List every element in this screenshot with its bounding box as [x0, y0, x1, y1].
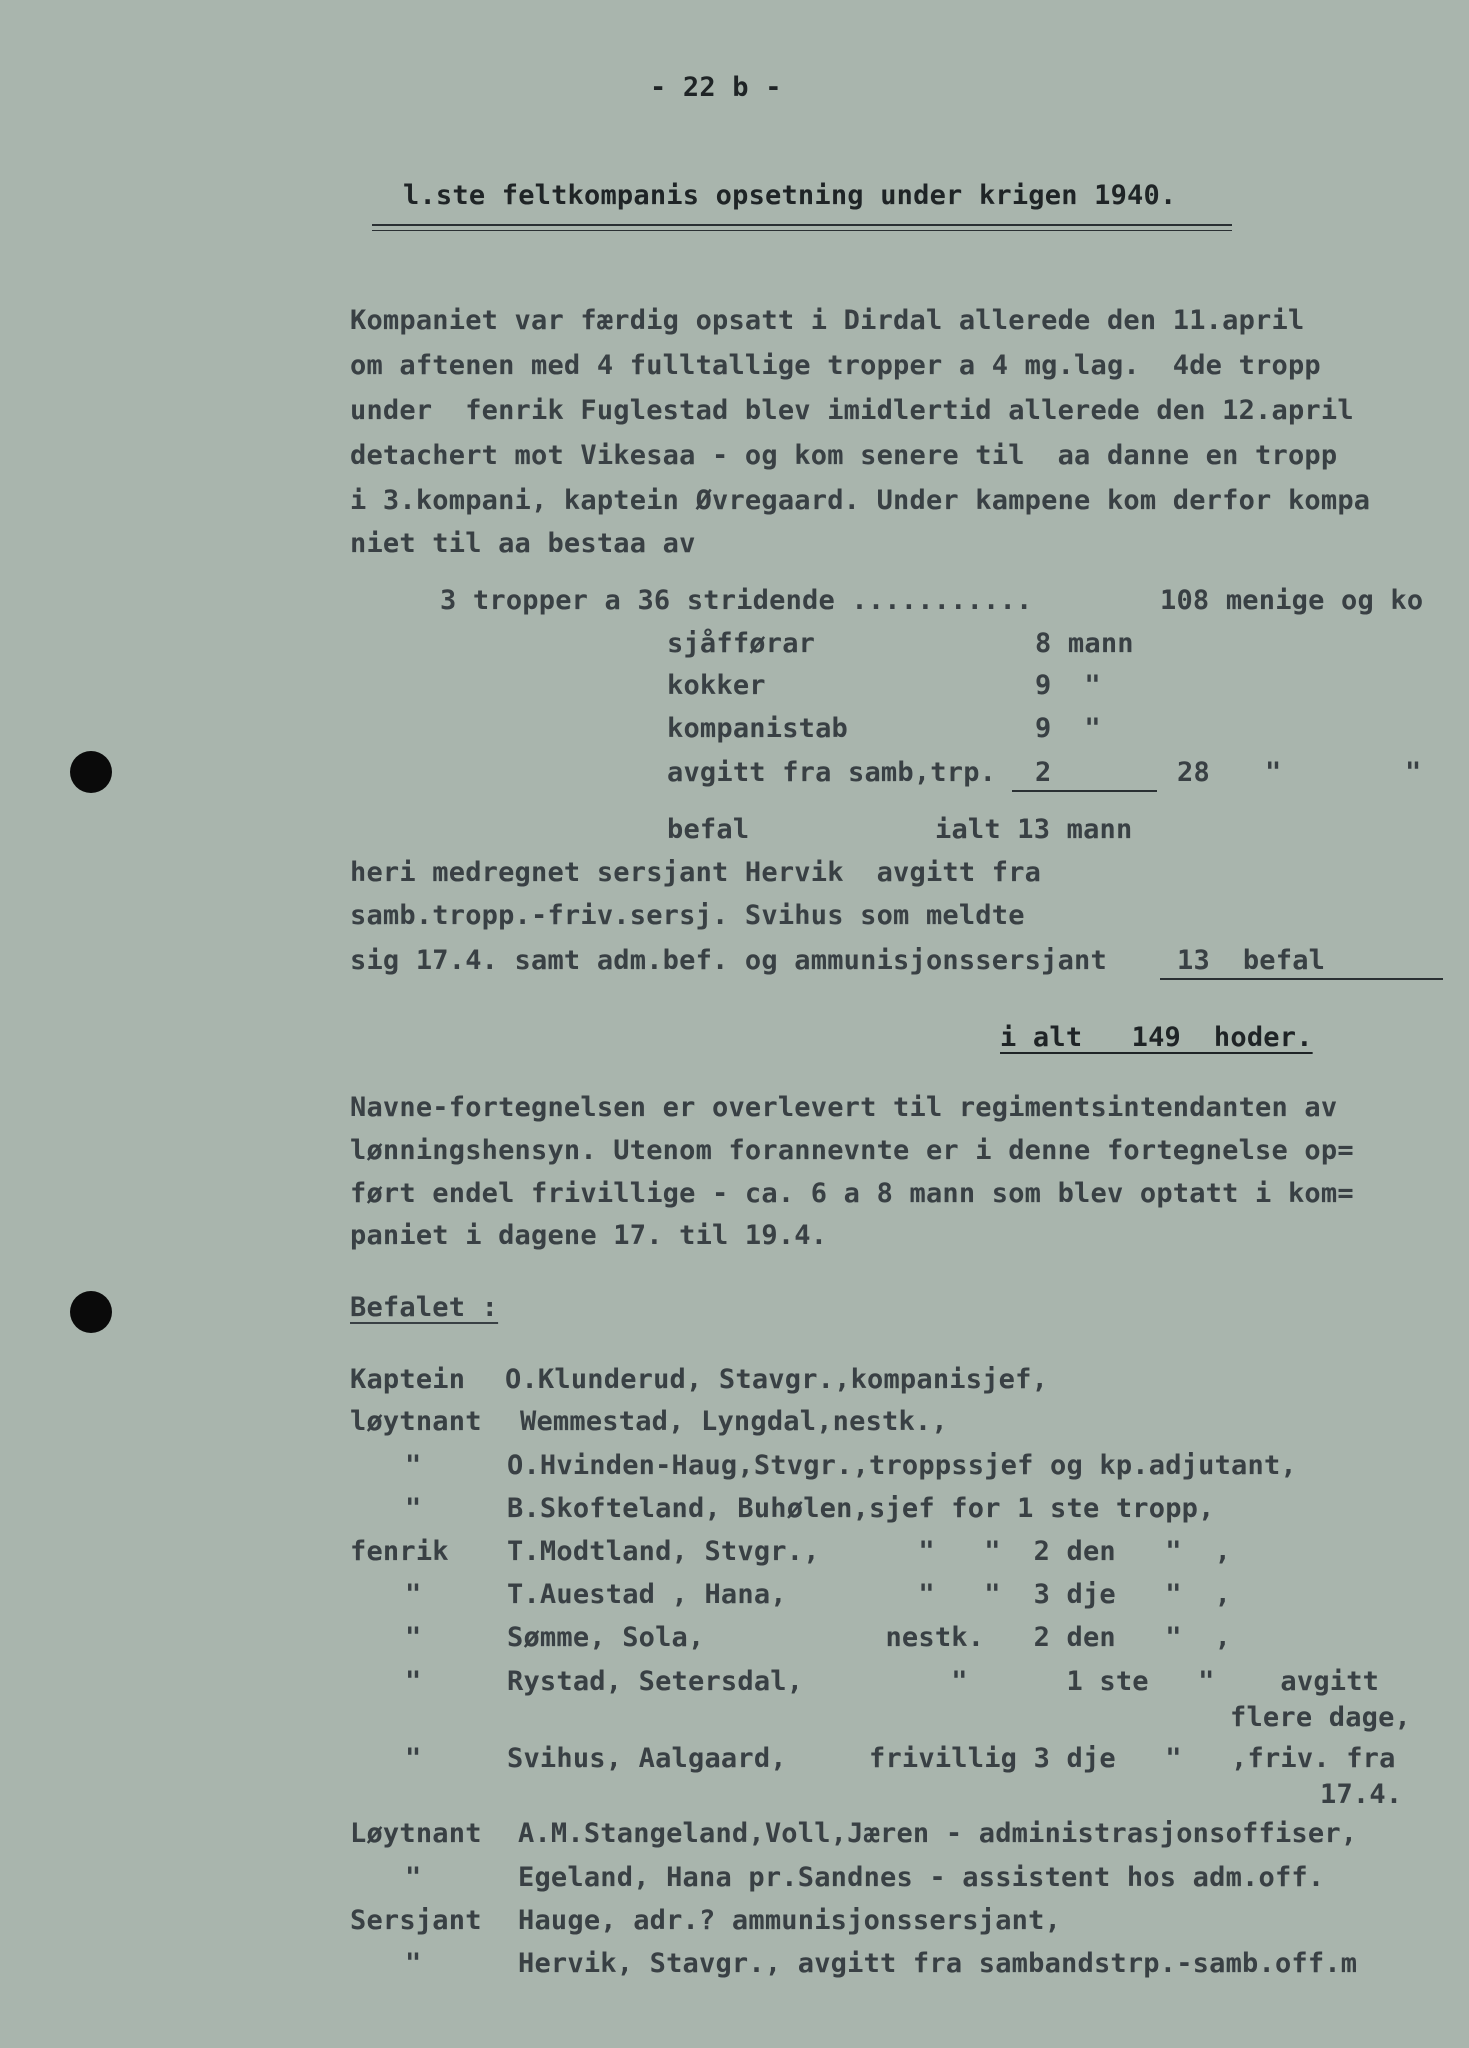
strength-label: sjåfførar: [667, 628, 816, 659]
befal-total: ialt 13 mann: [935, 814, 1133, 845]
title-underline: [372, 224, 1232, 226]
officer-rank: ": [405, 1493, 422, 1524]
officer-rank: ": [405, 1862, 422, 1893]
officer-rank: ": [405, 1450, 422, 1481]
officer-entry: A.M.Stangeland,Voll,Jæren - administrasjonsoffiser,: [518, 1818, 1358, 1849]
list-para-line: ført endel frivillige - ca. 6 a 8 mann som blev optatt i kom=: [350, 1178, 1354, 1209]
officer-rank: Løytnant: [350, 1818, 482, 1849]
officer-rank: ": [405, 1579, 422, 1610]
sum-rule: [1012, 790, 1157, 792]
officer-rank: Sersjant: [350, 1905, 482, 1936]
befalet-heading: Befalet :: [350, 1292, 499, 1323]
page-number: - 22 b -: [650, 72, 782, 103]
officer-entry: Egeland, Hana pr.Sandnes - assistent hos adm.off.: [518, 1862, 1325, 1893]
strength-count: 9 ": [1035, 670, 1101, 701]
officer-entry: T.Modtland, Stvgr., " " 2 den " ,: [507, 1536, 1232, 1567]
punch-hole: [70, 1291, 112, 1333]
officer-rank: ": [405, 1948, 422, 1979]
page-title: l.ste feltkompanis opsetning under krigen 1940.: [403, 180, 1177, 211]
officer-entry: Svihus, Aalgaard, frivillig 3 dje " ,friv. fra: [507, 1743, 1396, 1774]
ditto-mark: ": [1265, 757, 1282, 788]
troops-total: 108 menige og ko: [1160, 585, 1424, 616]
officer-entry: Hauge, adr.? ammunisjonssersjant,: [518, 1905, 1062, 1936]
list-para-line: paniet i dagene 17. til 19.4.: [350, 1220, 828, 1251]
officer-entry: O.Hvinden-Haug,Stvgr.,troppssjef og kp.adjutant,: [507, 1450, 1297, 1481]
intro-line: om aftenen med 4 fulltallige tropper a 4 mg.lag. 4de tropp: [350, 350, 1321, 381]
officer-entry: Rystad, Setersdal, " 1 ste " avgitt: [507, 1666, 1380, 1697]
befal-label: befal: [667, 814, 750, 845]
note-line: sig 17.4. samt adm.bef. og ammunisjonssersjant: [350, 945, 1107, 976]
ditto-mark: ": [1405, 757, 1422, 788]
officer-entry: Wemmestad, Lyngdal,nestk.,: [520, 1406, 948, 1437]
list-para-line: lønningshensyn. Utenom forannevnte er i denne fortegnelse op=: [350, 1135, 1354, 1166]
punch-hole: [70, 751, 112, 793]
intro-line: Kompaniet var færdig opsatt i Dirdal allerede den 11.april: [350, 305, 1305, 336]
troops-label: 3 tropper a 36 stridende ...........: [440, 585, 1033, 616]
officer-entry: Hervik, Stavgr., avgitt fra sambandstrp.-samb.off.m: [518, 1948, 1358, 1979]
strength-label: avgitt fra samb,trp.: [667, 757, 997, 788]
befal-count: 13 befal: [1177, 945, 1326, 976]
officer-rank: ": [405, 1743, 422, 1774]
list-para-line: Navne-fortegnelsen er overlevert til regimentsintendanten av: [350, 1092, 1338, 1123]
officer-rank: løytnant: [350, 1406, 482, 1437]
grand-total: i alt 149 hoder.: [1000, 1022, 1313, 1053]
officer-rank: ": [405, 1622, 422, 1653]
strength-label: kokker: [667, 670, 766, 701]
officer-entry: B.Skofteland, Buhølen,sjef for 1 ste tropp,: [507, 1493, 1215, 1524]
officer-entry: Sømme, Sola, nestk. 2 den " ,: [507, 1622, 1232, 1653]
officer-entry-cont: flere dage,: [1230, 1702, 1412, 1733]
note-line: samb.tropp.-friv.sersj. Svihus som meldte: [350, 900, 1025, 931]
officer-rank: ": [405, 1666, 422, 1697]
strength-count: 8 mann: [1035, 628, 1134, 659]
strength-subtotal: 28: [1177, 757, 1210, 788]
intro-line: niet til aa bestaa av: [350, 528, 696, 559]
strength-count: 2: [1035, 757, 1052, 788]
officer-entry-cont: 17.4.: [1320, 1779, 1403, 1810]
strength-label: kompanistab: [667, 713, 849, 744]
strength-count: 9 ": [1035, 713, 1101, 744]
officer-rank: Kaptein: [350, 1364, 466, 1395]
note-line: heri medregnet sersjant Hervik avgitt fra: [350, 857, 1042, 888]
intro-line: detachert mot Vikesaa - og kom senere til aa danne en tropp: [350, 440, 1338, 471]
officer-entry: O.Klunderud, Stavgr.,kompanisjef,: [505, 1364, 1049, 1395]
intro-line: i 3.kompani, kaptein Øvregaard. Under kampene kom derfor kompa: [350, 485, 1371, 516]
officer-entry: T.Auestad , Hana, " " 3 dje " ,: [507, 1579, 1232, 1610]
sum-rule: [1160, 978, 1443, 980]
title-underline: [372, 230, 1232, 231]
officer-rank: fenrik: [350, 1536, 449, 1567]
intro-line: under fenrik Fuglestad blev imidlertid allerede den 12.april: [350, 395, 1354, 426]
